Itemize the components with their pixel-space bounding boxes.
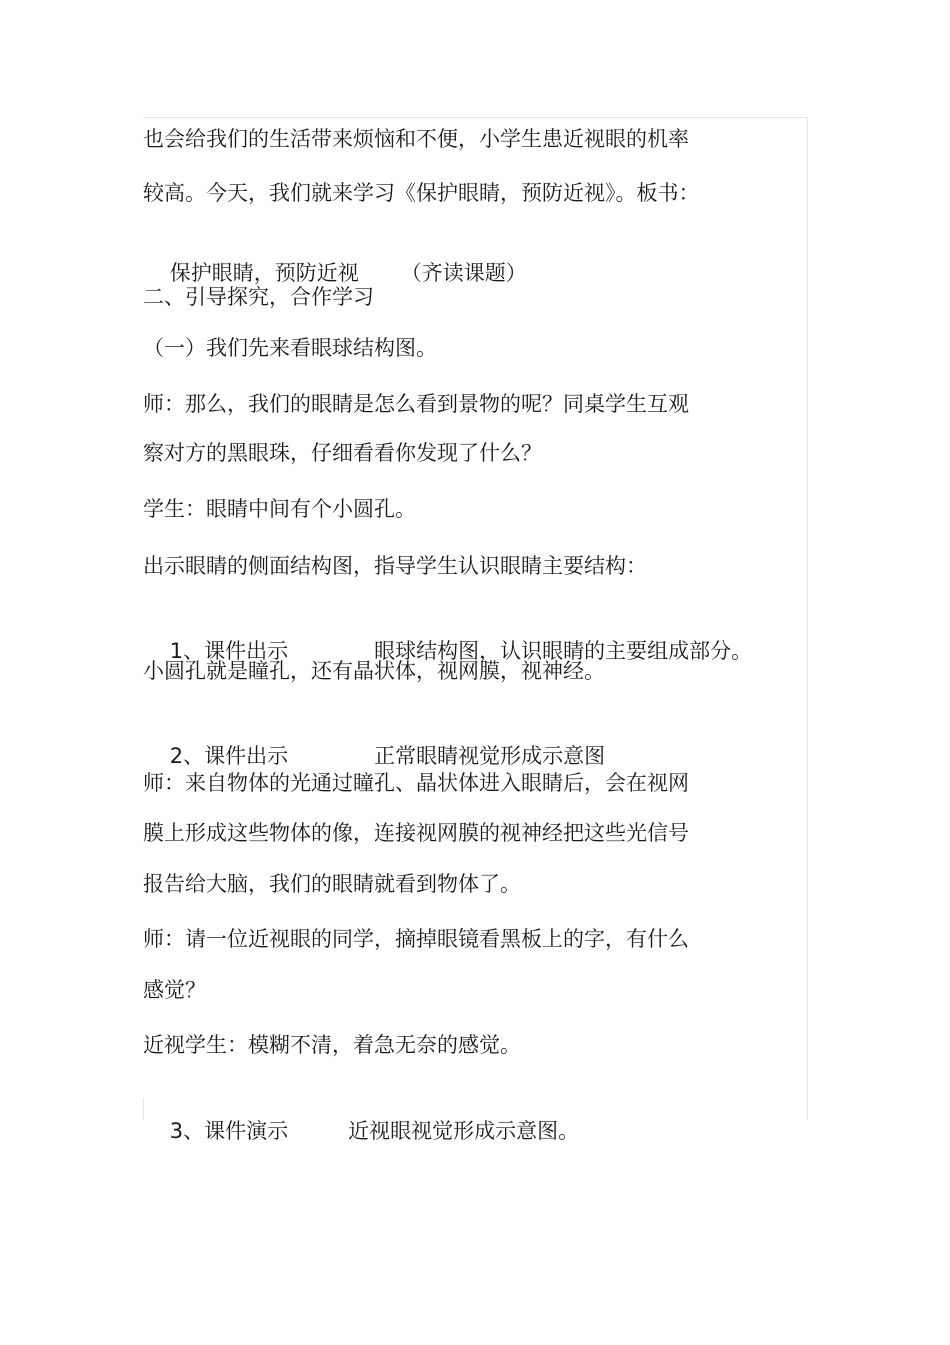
step-label: 1、课件出示 [169, 639, 289, 663]
text-line: 报告给大脑，我们的眼睛就看到物体了。 [143, 872, 521, 896]
text-line: 师：请一位近视眼的同学，摘掉眼镜看黑板上的字，有什么 [143, 927, 689, 951]
step-content: 正常眼睛视觉形成示意图 [374, 744, 606, 768]
text-line: 师：那么，我们的眼睛是怎么看到景物的呢？同桌学生互观 [143, 392, 689, 416]
text-line: 近视学生：模糊不清，着急无奈的感觉。 [143, 1033, 521, 1057]
board-title: 保护眼睛，预防近视 [169, 261, 359, 285]
text-line: 膜上形成这些物体的像，连接视网膜的视神经把这些光信号 [143, 821, 689, 845]
text-line: 感觉？ [143, 978, 206, 1002]
text-line: 较高。今天，我们就来学习《保护眼睛，预防近视》。板书： [143, 181, 700, 205]
step-content: 眼球结构图，认识眼睛的主要组成部分。 [374, 639, 753, 663]
step-label: 2、课件出示 [169, 744, 289, 768]
text-line: 学生：眼睛中间有个小圆孔。 [143, 497, 416, 521]
subsection-heading: （一）我们先来看眼球结构图。 [143, 336, 437, 360]
text-line: 出示眼睛的侧面结构图，指导学生认识眼睛主要结构： [143, 554, 647, 578]
text-line [143, 1086, 579, 1176]
read-title-note: （齐读课题） [400, 261, 527, 285]
text-line: 师：来自物体的光通过瞳孔、晶状体进入眼睛后，会在视网 [143, 771, 689, 795]
step-label: 3、课件演示 [169, 1119, 289, 1143]
step-content: 近视眼视觉形成示意图。 [348, 1119, 580, 1143]
text-line: 也会给我们的生活带来烦恼和不便，小学生患近视眼的机率 [143, 127, 689, 151]
text-line: 察对方的黑眼珠，仔细看看你发现了什么？ [143, 441, 542, 465]
text-line: 小圆孔就是瞳孔，还有晶状体，视网膜，视神经。 [143, 659, 605, 683]
section-heading: 二、引导探究，合作学习 [143, 285, 374, 309]
